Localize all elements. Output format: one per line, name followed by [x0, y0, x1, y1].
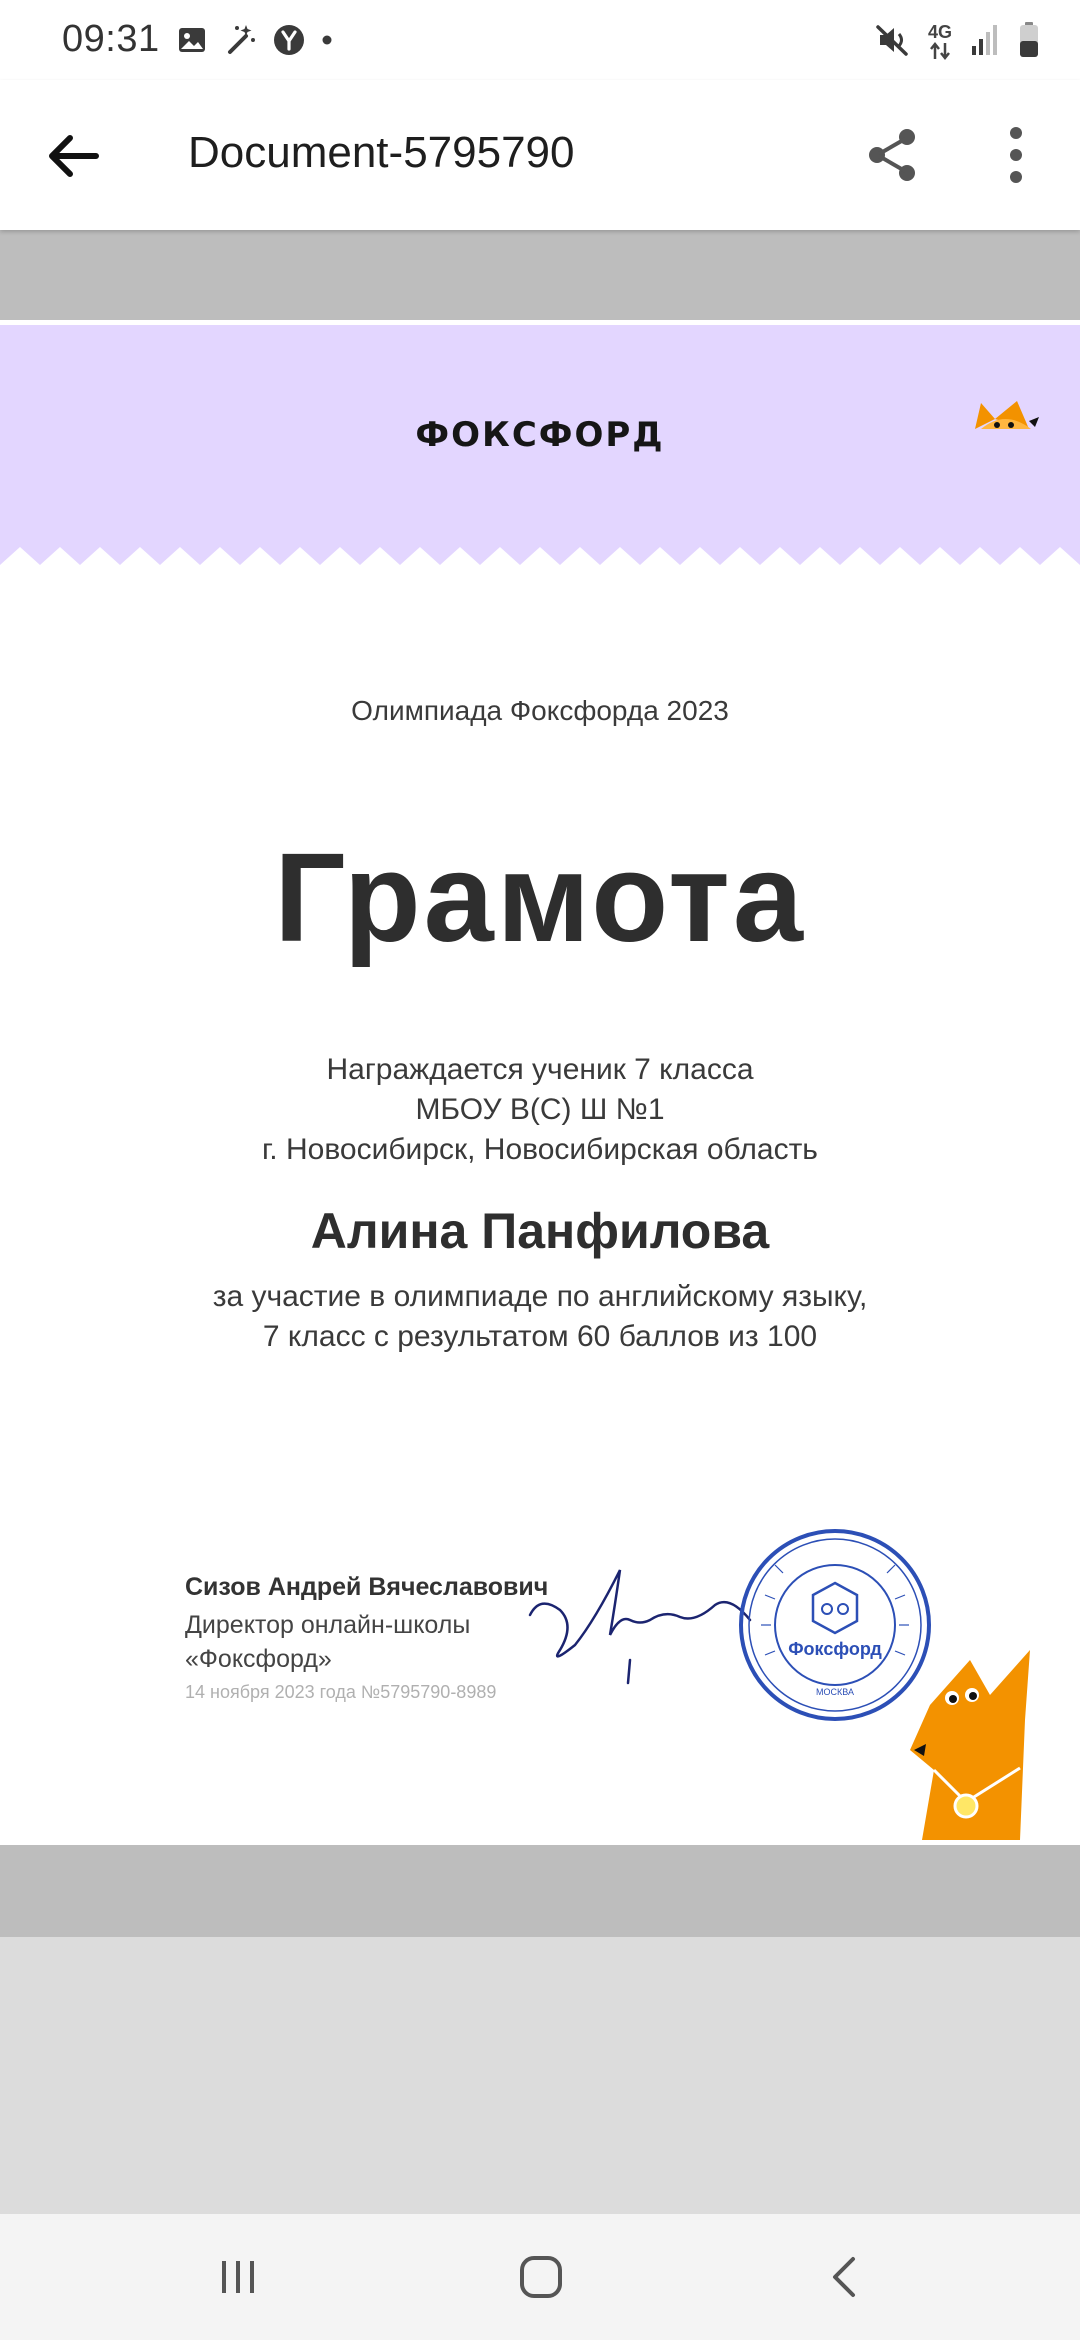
award-line: г. Новосибирск, Новосибирская область	[262, 1133, 818, 1166]
signal-icon	[970, 22, 1000, 63]
stamp-seal	[735, 1525, 935, 1725]
nav-back-button[interactable]	[800, 2242, 890, 2312]
battery-icon	[1018, 21, 1040, 64]
status-time: 09:31	[62, 18, 160, 60]
more-options-button[interactable]	[990, 120, 1042, 190]
network-4g-icon	[928, 23, 952, 61]
award-line: МБОУ В(С) Ш №1	[415, 1093, 665, 1126]
share-icon	[865, 125, 921, 185]
mute-icon	[874, 22, 910, 63]
recents-button[interactable]	[193, 2242, 283, 2312]
award-lines	[0, 1050, 1080, 1170]
stamp-label: Фоксфорд	[788, 1639, 882, 1659]
stamp-city: МОСКВА	[816, 1687, 854, 1697]
document-title: Document-5795790	[188, 128, 575, 177]
more-vert-icon	[1008, 125, 1024, 185]
share-button[interactable]	[858, 120, 928, 190]
arrow-back-icon	[44, 126, 104, 186]
nav-back-icon	[823, 2255, 867, 2299]
foxford-logo	[0, 415, 1080, 455]
status-icons-left	[176, 22, 334, 62]
award-reason	[0, 1277, 1080, 1357]
signer-role-line: Директор онлайн-школы	[185, 1611, 471, 1639]
signer-role-line: «Фоксфорд»	[185, 1645, 332, 1673]
dot-icon	[320, 33, 334, 52]
certificate-page[interactable]	[0, 325, 1080, 1845]
status-bar	[0, 0, 1080, 80]
app-bar	[0, 80, 1080, 230]
logo-text: ФОКСФОРД	[415, 415, 665, 455]
yandex-icon	[272, 23, 306, 62]
magic-wand-icon	[222, 22, 258, 63]
reason-line: 7 класс с результатом 60 баллов из 100	[262, 1320, 818, 1353]
gallery-icon	[176, 24, 208, 61]
olympiad-title: Олимпиада Фоксфорда 2023	[351, 695, 729, 726]
home-icon	[517, 2253, 565, 2301]
status-icons-right	[874, 20, 1040, 64]
system-nav-bar	[0, 2214, 1080, 2340]
back-button[interactable]	[36, 118, 112, 194]
certificate-header-band	[0, 325, 1080, 585]
certificate-title: Грамота	[274, 827, 806, 968]
award-line: Награждается ученик 7 класса	[326, 1053, 754, 1086]
fox-mascot-icon	[910, 1650, 1050, 1845]
issue-date: 14 ноября 2023 года №5795790-8989	[185, 1682, 497, 1702]
signer-block	[185, 1573, 548, 1703]
viewer-background-top	[0, 230, 1080, 320]
viewer-background-bottom	[0, 1845, 1080, 1937]
recents-icon	[216, 2255, 260, 2299]
signer-role	[185, 1608, 548, 1676]
fox-ears-logo-icon	[971, 399, 1041, 433]
home-button[interactable]	[496, 2242, 586, 2312]
signer-name: Сизов Андрей Вячеславович	[185, 1573, 549, 1601]
recipient-name: Алина Панфилова	[310, 1203, 770, 1259]
network-label: 4G	[927, 22, 952, 42]
reason-line: за участие в олимпиаде по английскому языку,	[212, 1280, 868, 1313]
